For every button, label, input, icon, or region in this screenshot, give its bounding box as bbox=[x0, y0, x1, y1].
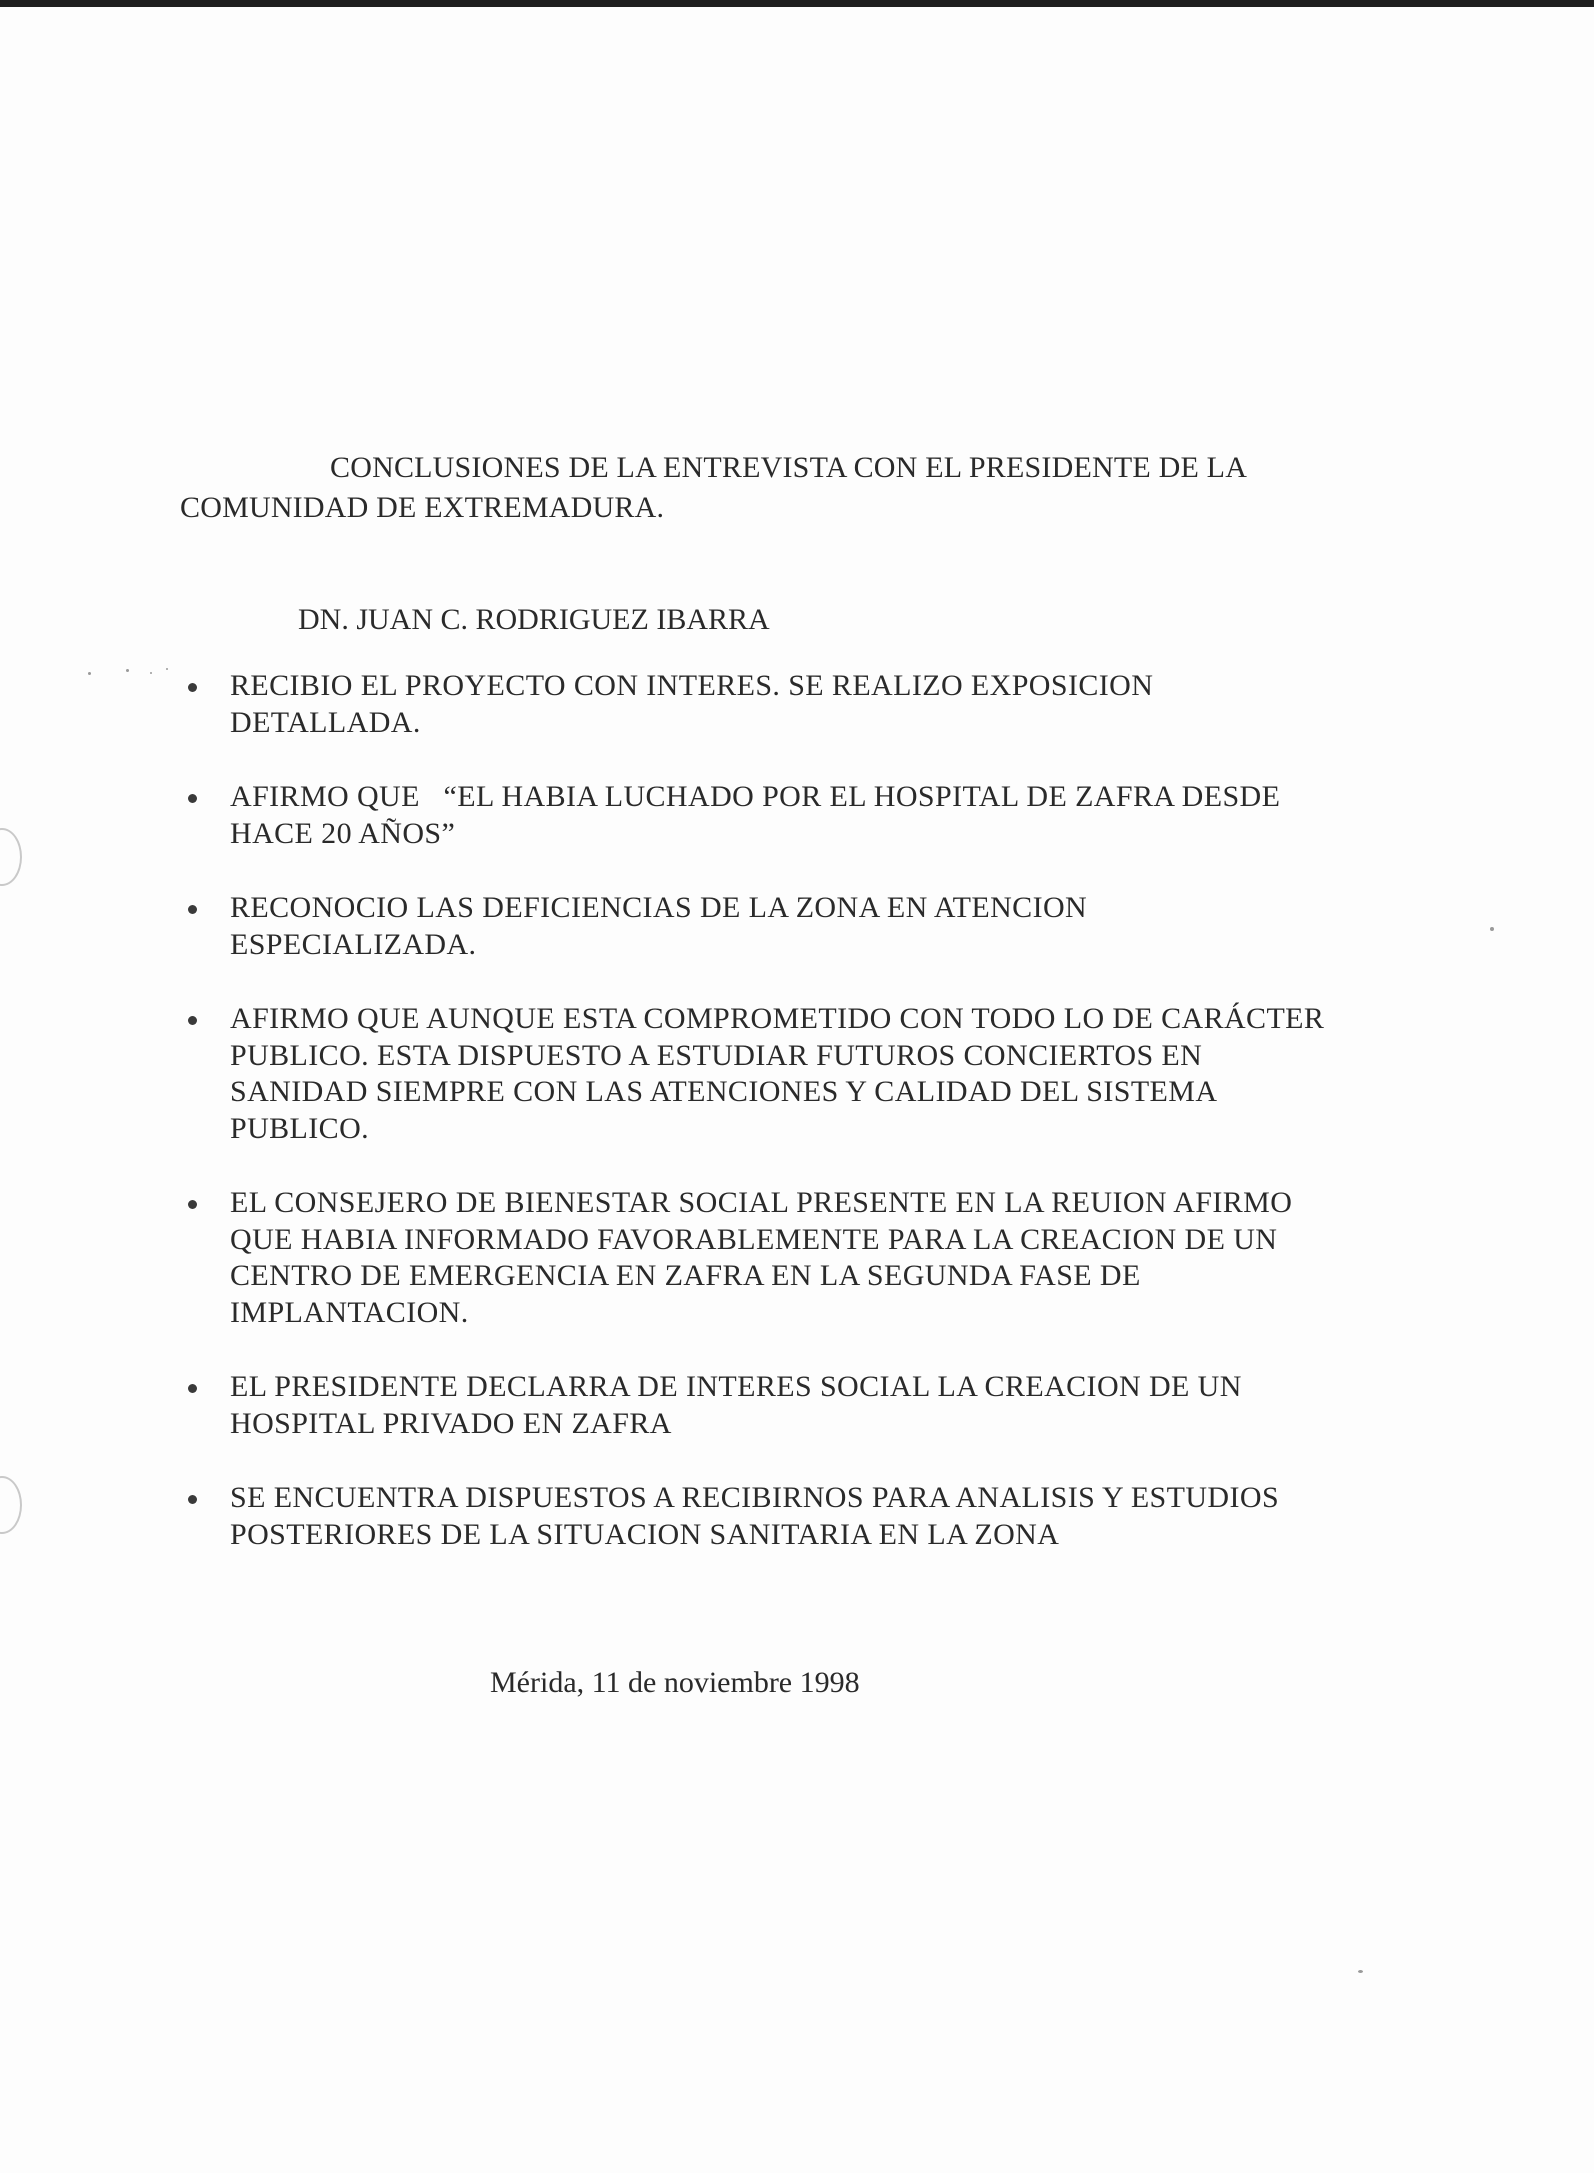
bullet-icon bbox=[188, 1016, 197, 1025]
conclusion-text: RECONOCIO LAS DEFICIENCIAS DE LA ZONA EN ATENCION ESPECIALIZADA. bbox=[230, 891, 1088, 961]
addressee-name: DN. JUAN C. RODRIGUEZ IBARRA bbox=[298, 603, 770, 636]
conclusion-item bbox=[180, 668, 1340, 741]
place-date: Mérida, 11 de noviembre 1998 bbox=[490, 1666, 860, 1699]
document-title-line1: CONCLUSIONES DE LA ENTREVISTA CON EL PRESIDENTE DE LA bbox=[330, 451, 1248, 484]
document-title-line2: COMUNIDAD DE EXTREMADURA. bbox=[180, 491, 665, 524]
conclusion-item bbox=[180, 1480, 1340, 1553]
conclusion-text: RECIBIO EL PROYECTO CON INTERES. SE REALIZO EXPOSICION DETALLADA. bbox=[230, 669, 1154, 739]
conclusions-list bbox=[180, 668, 1340, 1591]
conclusion-item bbox=[180, 779, 1340, 852]
bullet-icon bbox=[188, 1384, 197, 1393]
conclusion-text: AFIRMO QUE AUNQUE ESTA COMPROMETIDO CON TODO LO DE CARÁCTER PUBLICO. ESTA DISPUESTO A ESTUDIAR FUTUROS CONCIERTOS EN SANIDAD SIEMPRE CON LAS ATENCIONES Y CALIDAD DEL SISTEMA PUBLICO. bbox=[230, 1002, 1325, 1145]
conclusion-item bbox=[180, 890, 1340, 963]
document-title bbox=[180, 448, 1330, 528]
bullet-icon bbox=[188, 1495, 197, 1504]
conclusion-text: EL CONSEJERO DE BIENESTAR SOCIAL PRESENTE EN LA REUION AFIRMO QUE HABIA INFORMADO FAVORABLEMENTE PARA LA CREACION DE UN CENTRO DE EMERGENCIA EN ZAFRA EN LA SEGUNDA FASE DE IMPLANTACION. bbox=[230, 1186, 1293, 1329]
bullet-icon bbox=[188, 683, 197, 692]
conclusion-item bbox=[180, 1369, 1340, 1442]
conclusion-item bbox=[180, 1185, 1340, 1331]
conclusion-text: AFIRMO QUE “EL HABIA LUCHADO POR EL HOSPITAL DE ZAFRA DESDE HACE 20 AÑOS” bbox=[230, 780, 1281, 850]
bullet-icon bbox=[188, 1200, 197, 1209]
conclusion-item bbox=[180, 1001, 1340, 1147]
bullet-icon bbox=[188, 905, 197, 914]
conclusion-text: EL PRESIDENTE DECLARRA DE INTERES SOCIAL LA CREACION DE UN HOSPITAL PRIVADO EN ZAFRA bbox=[230, 1370, 1242, 1440]
conclusion-text: SE ENCUENTRA DISPUESTOS A RECIBIRNOS PARA ANALISIS Y ESTUDIOS POSTERIORES DE LA SITUACION SANITARIA EN LA ZONA bbox=[230, 1481, 1280, 1551]
bullet-icon bbox=[188, 794, 197, 803]
